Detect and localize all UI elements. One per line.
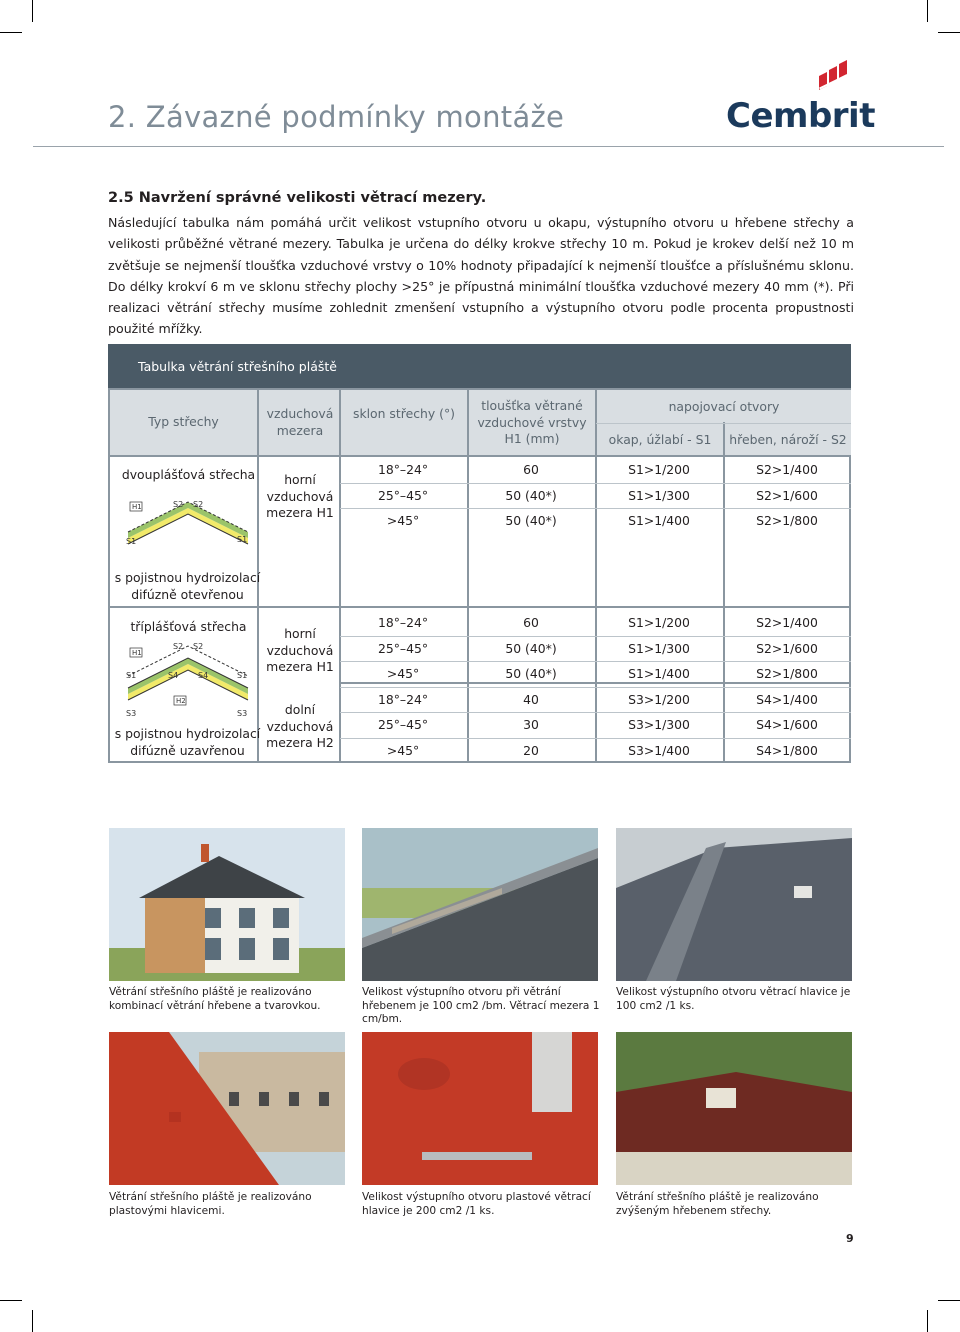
block2-tloustka-cell: 50 (40*) xyxy=(505,640,557,656)
block2-hreben-cell: S2>1/800 xyxy=(756,666,818,681)
block2-sklon-cell: 25°–45° xyxy=(377,717,429,732)
crop-mark xyxy=(938,32,960,33)
block2-hreben-cell: S4>1/600 xyxy=(756,717,818,732)
block2-type-note: s pojistnou hydroizolací difúzně uzavřenou xyxy=(114,726,261,758)
header-sklon: sklon střechy (°) xyxy=(352,406,455,421)
block2-sklon-cell: 18°–24° xyxy=(377,691,429,707)
block1-hreben-cell: S2>1/400 xyxy=(756,462,818,477)
caption-1: Větrání střešního pláště je realizováno kombinací větrání hřebene a tvarovkou. xyxy=(109,986,321,1012)
crop-mark xyxy=(927,1310,928,1332)
block2-okap-cell: S3>1/300 xyxy=(628,717,690,732)
block1-sklon-cell: 25°–45° xyxy=(377,487,429,503)
photo-house-ridge-ventilation xyxy=(109,828,345,981)
block1-tloustka-cell: 60 xyxy=(523,462,539,477)
row-divider xyxy=(596,423,851,424)
crop-mark xyxy=(938,1300,960,1301)
section-heading: 2.5 Navržení správné velikosti větrací mezery. xyxy=(108,190,487,206)
svg-text:S3: S3 xyxy=(126,709,137,718)
intro-paragraph: Následující tabulka nám pomáhá určit velikost vstupního otvoru u okapu, výstupního otvoru u hřebene střechy a velikosti průběžné větrané mezery. Tabulka je určena do délky krokve střechy 10 m. Pokud je krokev delší než 10 m zvětšuje se nejmenší tloušťka vzduchové vrstvy o 10% hodnoty připadající k nejmenší tloušťce a příslušnému sklonu. Do délky krokví 6 m ve sklonu střechy plochy >25° je přípustná minimální tloušťka vzduchové mezery 40 mm (*). Při realizaci větrání střechy musíme zohlednit zmenšení vstupního a výstupního otvoru podle procenta propustnosti použité mřížky. xyxy=(108,215,854,337)
row-divider xyxy=(110,455,851,457)
crop-mark xyxy=(32,0,33,22)
block1-type-title: dvouplášťová střecha xyxy=(121,467,256,482)
table-title: Tabulka větrání střešního pláště xyxy=(138,359,337,374)
svg-text:S1: S1 xyxy=(237,535,248,544)
row-divider xyxy=(110,606,851,608)
svg-text:S3: S3 xyxy=(237,709,248,718)
caption-3: Velikost výstupního otvoru větrací hlavice je 100 cm2 /1 ks. xyxy=(616,986,851,1012)
block1-hreben-cell: S2>1/600 xyxy=(756,487,818,503)
block2-okap-cell: S3>1/200 xyxy=(628,691,690,707)
svg-text:S2: S2 xyxy=(193,500,204,509)
block2-okap-cell: S3>1/400 xyxy=(628,742,690,758)
ventilation-table xyxy=(108,388,851,763)
block2-tloustka-cell: 60 xyxy=(523,615,539,630)
caption-5: Velikost výstupního otvoru plastové větrací hlavice je 200 cm2 /1 ks. xyxy=(362,1191,591,1217)
row-divider xyxy=(340,636,851,637)
block2-mezera-top: horní vzduchová mezera H1 xyxy=(266,626,334,674)
svg-text:H1: H1 xyxy=(132,503,142,511)
block1-type-note: s pojistnou hydroizolací difúzně otevřenou xyxy=(114,570,261,602)
block2-tloustka-cell: 50 (40*) xyxy=(505,666,557,681)
photo-ridge-vent-strip xyxy=(362,828,598,981)
cembrit-logo: Cembrit xyxy=(726,96,875,136)
row-divider xyxy=(340,687,851,688)
block1-okap-cell: S1>1/300 xyxy=(628,487,690,503)
header-divider xyxy=(33,146,944,147)
header-okap: okap, úžlabí - S1 xyxy=(608,432,712,447)
block2-tloustka-cell: 30 xyxy=(523,717,539,732)
header-tloustka: tloušťka větrané vzduchové vrstvy H1 (mm) xyxy=(477,398,587,446)
header-hreben: hřeben, nároží - S2 xyxy=(729,432,847,447)
crop-mark xyxy=(32,1310,33,1332)
caption-4: Větrání střešního pláště je realizováno plastovými hlavicemi. xyxy=(109,1191,312,1217)
block2-hreben-cell: S2>1/600 xyxy=(756,640,818,656)
cembrit-logo-mark-icon xyxy=(815,58,851,98)
block1-mezera: horní vzduchová mezera H1 xyxy=(266,472,334,520)
block2-sklon-cell: >45° xyxy=(386,666,420,681)
block1-sklon-cell: >45° xyxy=(386,513,420,528)
block2-type-title: tříplášťová střecha xyxy=(130,619,247,634)
block2-okap-cell: S1>1/300 xyxy=(628,640,690,656)
triple-roof-diagram-icon xyxy=(124,640,254,724)
crop-mark xyxy=(0,32,22,33)
row-divider xyxy=(340,661,851,662)
block1-tloustka-cell: 50 (40*) xyxy=(505,487,557,503)
block2-sklon-cell: 25°–45° xyxy=(377,640,429,656)
header-typ: Typ střechy xyxy=(148,414,219,429)
caption-2: Velikost výstupního otvoru při větrání hřebenem je 100 cm2 /bm. Větrací mezera 1 cm/bm. xyxy=(362,986,600,1025)
row-divider xyxy=(340,483,851,484)
row-divider xyxy=(340,508,851,509)
svg-text:S2: S2 xyxy=(173,642,184,651)
crop-mark xyxy=(0,1300,22,1301)
photo-vent-cap xyxy=(616,828,852,981)
block1-okap-cell: S1>1/400 xyxy=(628,513,690,528)
double-roof-diagram-icon xyxy=(124,498,254,548)
page-title: 2. Závazné podmínky montáže xyxy=(108,100,565,134)
block2-hreben-cell: S4>1/800 xyxy=(756,742,818,758)
caption-6: Větrání střešního pláště je realizováno zvýšeným hřebenem střechy. xyxy=(616,1191,819,1217)
row-divider xyxy=(340,712,851,713)
header-otvory: napojovací otvory xyxy=(668,399,780,414)
block2-hreben-cell: S2>1/400 xyxy=(756,615,818,630)
table-title-bar xyxy=(108,344,851,388)
svg-text:S1: S1 xyxy=(126,537,137,546)
crop-mark xyxy=(927,0,928,22)
svg-text:S1: S1 xyxy=(126,671,137,680)
block1-hreben-cell: S2>1/800 xyxy=(756,513,818,528)
block2-hreben-cell: S4>1/400 xyxy=(756,691,818,707)
block2-tloustka-cell: 20 xyxy=(523,742,539,758)
svg-text:S2: S2 xyxy=(173,500,184,509)
svg-text:S4: S4 xyxy=(168,671,179,680)
photo-red-roof-plastic-vents xyxy=(109,1032,345,1185)
block2-okap-cell: S1>1/200 xyxy=(628,615,690,630)
svg-text:S4: S4 xyxy=(198,671,209,680)
block2-okap-cell: S1>1/400 xyxy=(628,666,690,681)
block2-sklon-cell: 18°–24° xyxy=(377,615,429,630)
block1-sklon-cell: 18°–24° xyxy=(377,462,429,477)
block1-okap-cell: S1>1/200 xyxy=(628,462,690,477)
block2-sklon-cell: >45° xyxy=(386,742,420,758)
svg-text:S2: S2 xyxy=(193,642,204,651)
svg-text:H1: H1 xyxy=(132,649,142,657)
row-divider xyxy=(340,738,851,739)
svg-text:S1: S1 xyxy=(237,671,248,680)
photo-plastic-vent-head xyxy=(362,1032,598,1185)
block2-tloustka-cell: 40 xyxy=(523,691,539,707)
svg-text:H2: H2 xyxy=(176,697,186,705)
page-number: 9 xyxy=(846,1232,854,1245)
block2-mezera-bottom: dolní vzduchová mezera H2 xyxy=(266,702,334,750)
header-mezera: vzduchová mezera xyxy=(266,406,334,438)
photo-raised-ridge xyxy=(616,1032,852,1185)
block1-tloustka-cell: 50 (40*) xyxy=(505,513,557,528)
